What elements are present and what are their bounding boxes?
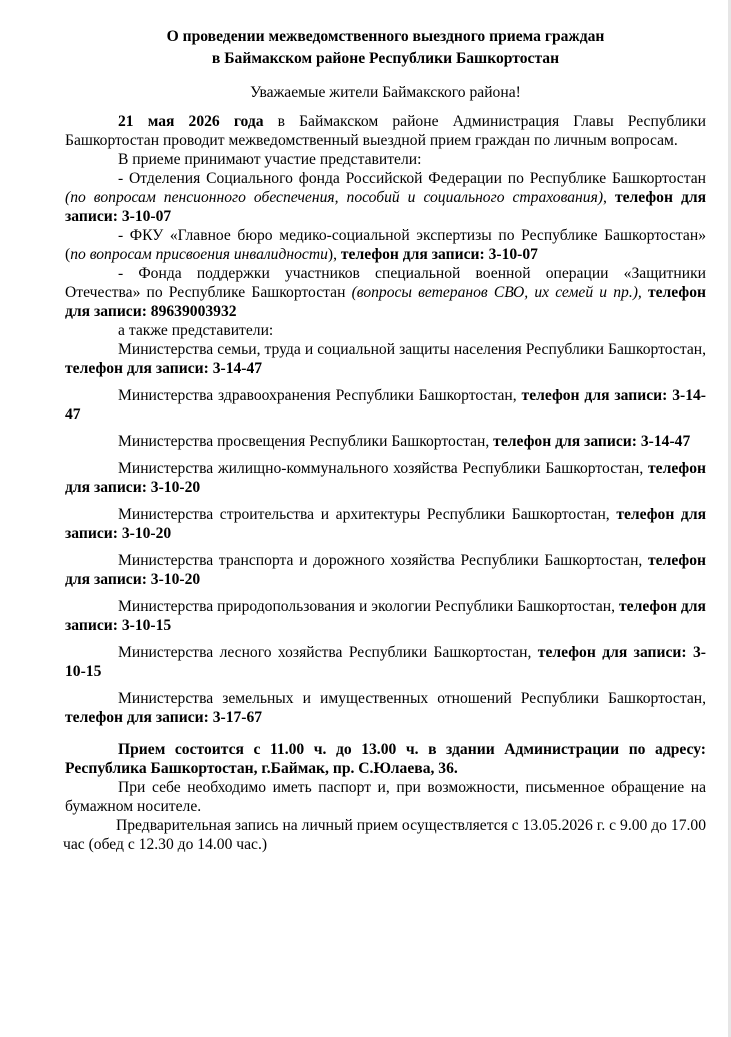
documents-paragraph: При себе необходимо иметь паспорт и, при возможности, письменное обращение на бумажном носителе. xyxy=(65,779,706,815)
ministry-item xyxy=(65,432,706,451)
participant-name: - Фонда поддержки участников специальной военной операции «Защитники Отечества» по Республике Башкортостан xyxy=(65,265,706,301)
ministry-name: Министерства жилищно-коммунального хозяйства Республики Башкортостан, xyxy=(118,460,648,477)
title-line-1: О проведении межведомственного выездного приема граждан xyxy=(166,28,605,45)
ministry-phone: телефон для записи: 3-10-20 xyxy=(65,506,707,542)
registration-paragraph: Предварительная запись на личный прием осуществляется с 13.05.2026 г. с 9.00 до 17.00 час (обед с 12.30 до 14.00 час.) xyxy=(63,817,706,853)
ministry-phone: телефон для записи: 3-17-67 xyxy=(65,709,263,726)
ministry-phone: телефон для записи: 3-10-15 xyxy=(65,598,706,634)
intro-text: в Баймакском районе Администрация Главы Республики Башкортостан проводит межведомственный выездной прием граждан по личным вопросам. xyxy=(65,113,706,149)
participant-separator: ), xyxy=(327,246,341,263)
participant-phone: телефон для записи: 3-10-07 xyxy=(340,246,538,263)
ministry-item xyxy=(65,459,706,497)
ministry-name: Министерства природопользования и экологии Республики Башкортостан, xyxy=(118,598,619,615)
participant-name: - ФКУ «Главное бюро медико-социальной экспертизы по Республике Башкортостан» ( xyxy=(65,227,706,263)
participant-note: (вопросы ветеранов СВО, их семей и пр.), xyxy=(351,284,642,301)
ministry-item xyxy=(65,689,706,727)
participant-note: (по вопросам пенсионного обеспечения, пособий и социального страхования) xyxy=(65,189,604,206)
ministry-name: Министерства земельных и имущественных отношений Республики Башкортостан, xyxy=(118,690,706,707)
ministry-name: Министерства просвещения Республики Башкортостан, xyxy=(118,433,494,450)
ministry-item xyxy=(65,386,706,424)
document-title xyxy=(65,26,706,70)
participants-heading: В приеме принимают участие представители: xyxy=(118,151,422,168)
title-line-2: в Баймакском районе Республики Башкортостан xyxy=(211,50,560,67)
ministry-phone: телефон для записи: 3-14-47 xyxy=(493,433,691,450)
participant-item xyxy=(65,169,706,226)
participant-name: - Отделения Социального фонда Российской Федерации по Республике Башкортостан xyxy=(118,170,706,187)
participant-phone: телефон для записи: 3-10-07 xyxy=(65,189,707,225)
intro-paragraph xyxy=(65,112,706,150)
ministry-name: Министерства семьи, труда и социальной защиты населения Республики Башкортостан, xyxy=(118,341,706,358)
document-page xyxy=(65,26,706,854)
ministry-item xyxy=(65,551,706,589)
participant-separator: , xyxy=(603,189,615,206)
participant-note: по вопросам присвоения инвалидности xyxy=(70,246,328,263)
participant-item xyxy=(65,264,706,321)
greeting: Уважаемые жители Баймакского района! xyxy=(250,84,521,101)
ministry-item xyxy=(65,340,706,378)
ministry-item xyxy=(65,597,706,635)
also-heading: а также представители: xyxy=(118,322,274,339)
ministry-item xyxy=(65,505,706,543)
event-date: 21 мая 2026 года xyxy=(118,113,264,130)
venue-paragraph: Прием состоится с 11.00 ч. до 13.00 ч. в здании Администрации по адресу: Республика Башкортостан, г.Баймак, пр. С.Юлаева, 36. xyxy=(65,741,706,777)
ministry-phone: телефон для записи: 3-14-47 xyxy=(65,360,263,377)
ministry-phone: телефон для записи: 3-10-15 xyxy=(65,644,706,680)
ministry-name: Министерства транспорта и дорожного хозяйства Республики Башкортостан, xyxy=(118,552,648,569)
ministry-item xyxy=(65,643,706,681)
participant-phone: телефон для записи: 89639003932 xyxy=(65,284,706,320)
ministry-name: Министерства лесного хозяйства Республики Башкортостан, xyxy=(118,644,538,661)
ministry-name: Министерства здравоохранения Республики Башкортостан, xyxy=(118,387,522,404)
ministry-phone: телефон для записи: 3-10-20 xyxy=(65,552,706,588)
ministry-phone: телефон для записи: 3-10-20 xyxy=(65,460,706,496)
participant-item xyxy=(65,226,706,264)
ministry-name: Министерства строительства и архитектуры Республики Башкортостан, xyxy=(118,506,617,523)
ministry-phone: телефон для записи: 3-14-47 xyxy=(65,387,706,423)
